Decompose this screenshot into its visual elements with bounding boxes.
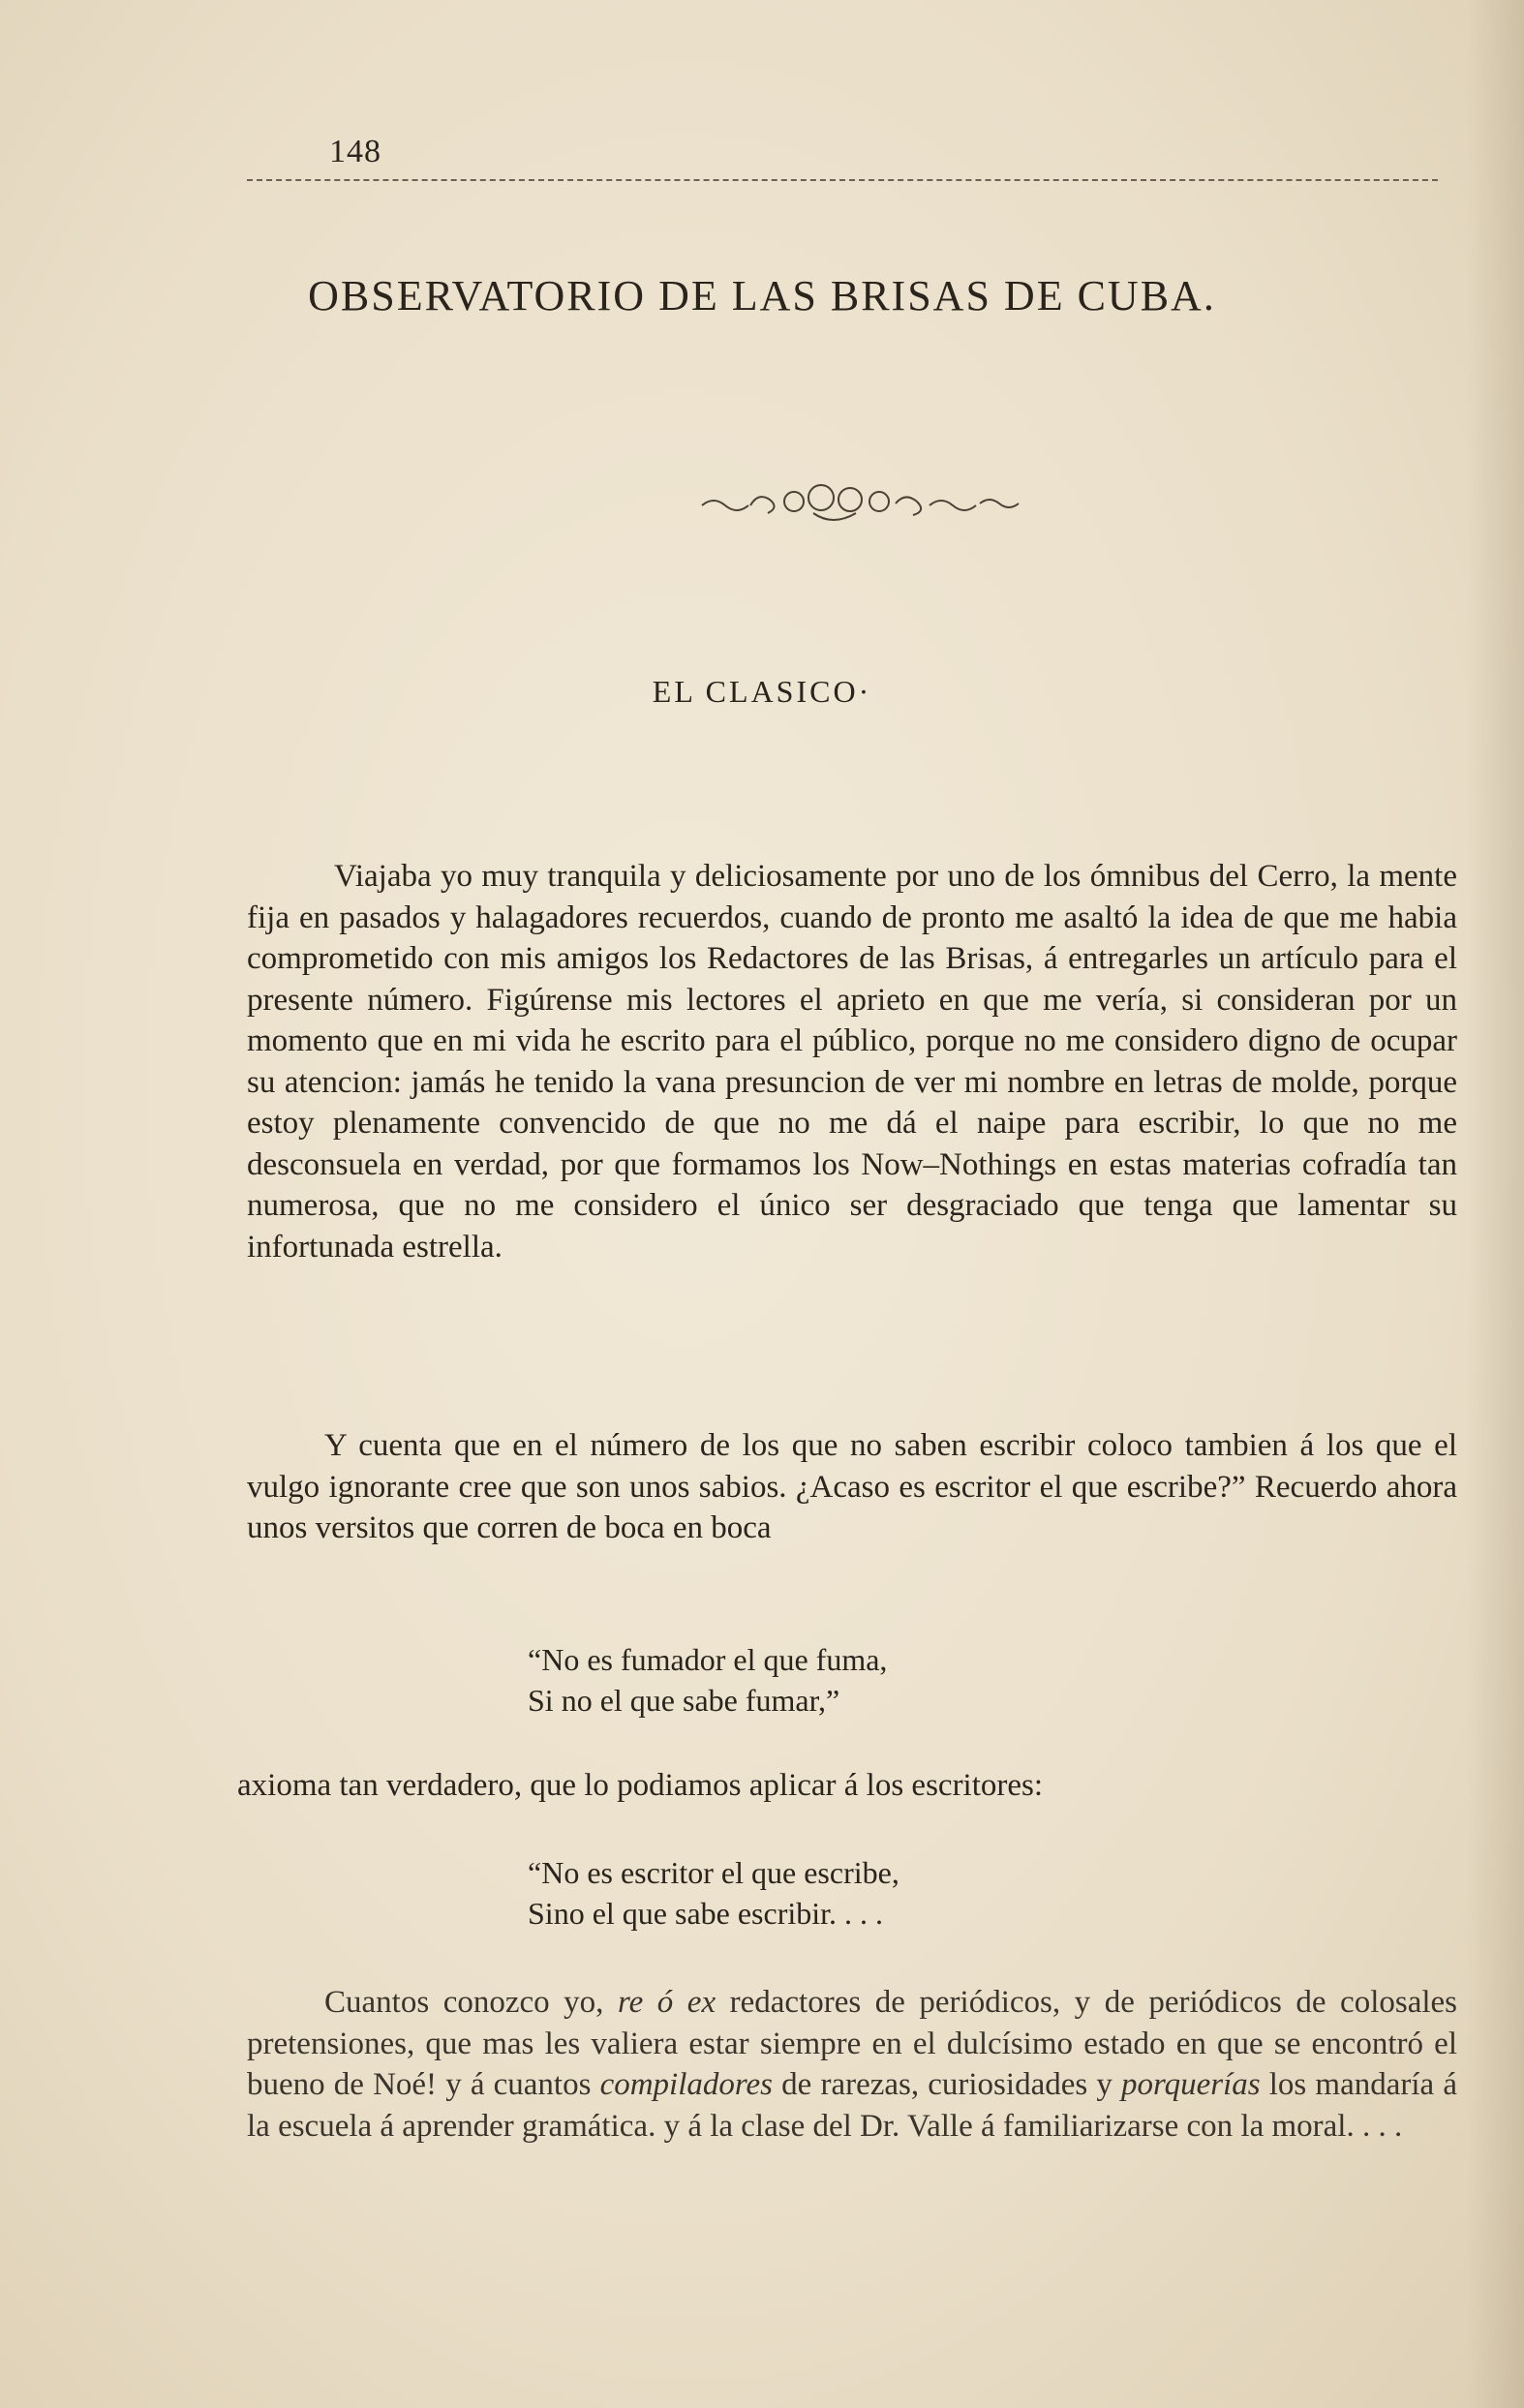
verse-quote-1 [528, 1639, 887, 1721]
floral-ornament-icon [697, 474, 1026, 533]
italic-run: re ó ex [617, 1985, 716, 2020]
text-run: redactores de periódicos, y de periódicos de colosales pretensiones, que mas les valiera estar siempre en el dulcísimo estado en que se encontró el bueno de Noé! y á cuantos [247, 1985, 1458, 2102]
verse-quote-2 [528, 1852, 899, 1934]
header-rule [247, 179, 1438, 181]
verse-line: “No es escritor el que escribe, [528, 1855, 899, 1890]
paragraph-3 [247, 1982, 1457, 2147]
verse-line: “No es fumador el que fuma, [528, 1642, 888, 1677]
text-run: Cuantos conozco yo, [324, 1985, 618, 2020]
journal-title: OBSERVATORIO DE LAS BRISAS DE CUBA. [308, 272, 1216, 320]
italic-run: porquerías [1121, 2067, 1261, 2102]
page-edge-shadow [1466, 0, 1524, 2408]
italic-run: compiladores [599, 2067, 774, 2102]
paragraph-2: Y cuenta que en el número de los que no saben escribir coloco tambien á los que el vulgo ignorante cree que son unos sabios. ¿Acaso es escritor el que escribe?” Recuerdo ahora unos versitos que corren de boca en boca [247, 1428, 1457, 1545]
text-run: los mandaría á la escuela á aprender gramática. y á la clase del Dr. Valle á familiarizarse con la moral. . . . [247, 2067, 1457, 2144]
section-title: EL CLASICO· [652, 674, 872, 709]
verse-line: Sino el que sabe escribir. . . . [528, 1896, 884, 1931]
page-number: 148 [329, 134, 381, 169]
text-run: de rarezas, curiosidades y [773, 2067, 1121, 2102]
axioma-line: axioma tan verdadero, que lo podiamos aplicar á los escritores: [237, 1768, 1044, 1803]
verse-line: Si no el que sabe fumar,” [528, 1683, 840, 1718]
paragraph-1: Viajaba yo muy tranquila y deliciosamente por uno de los ómnibus del Cerro, la mente fija en pasados y halagadores recuerdos, cuando de pronto me asaltó la idea de que me habia comprometido con mis amigos los Redactores de las Brisas, á entregarles un artículo para el presente número. Figúrense mis lectores el aprieto en que me vería, si consideran por un momento que en mi vida he escrito para el público, porque no me considero digno de ocupar su atencion: jamás he tenido la vana presuncion de ver mi nombre en letras de molde, porque estoy plenamente convencido de que no me dá el naipe para escribir, lo que no me desconsuela en verdad, por que formamos los Now–Nothings en estas materias cofradía tan numerosa, que no me considero el único ser desgraciado que tenga que lamentar su infortunada estrella. [247, 859, 1457, 1265]
